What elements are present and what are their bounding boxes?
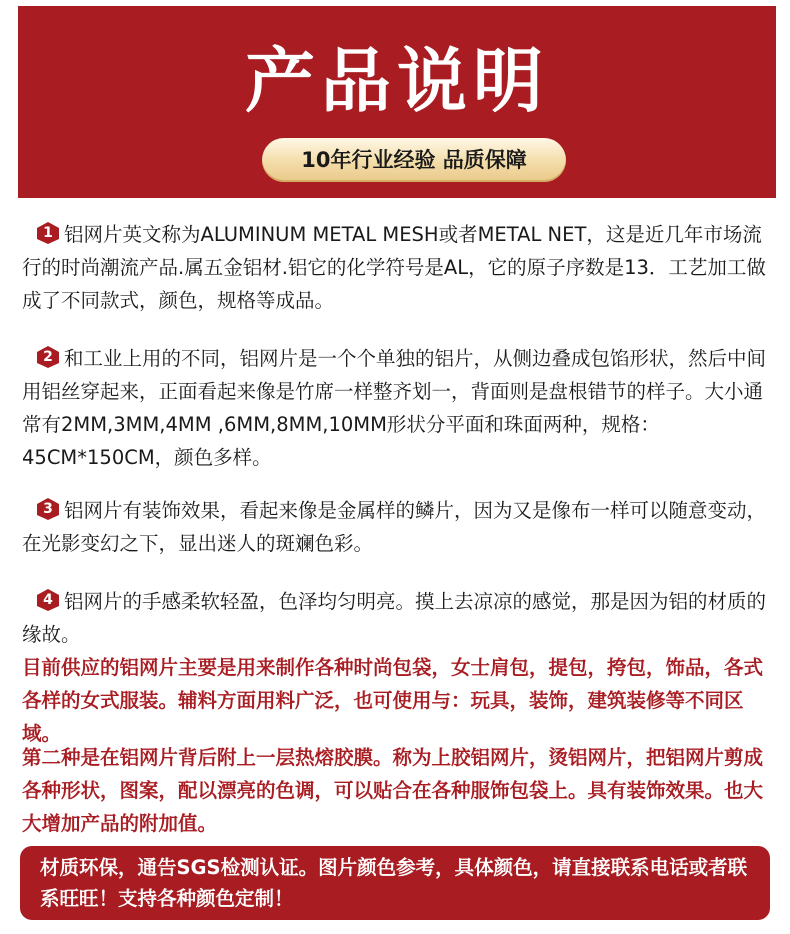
item-text: 铝网片英文称为ALUMINUM METAL MESH或者METAL NET，这是近几年市场流行的时尚潮流产品.属五金铝材.铝它的化学符号是AL，它的原子序数是13．工艺加工做成了不同款式，颜色，规格等成品。 [22,223,766,312]
page-title: 产品说明 [245,40,549,122]
badge-number: 2 [43,349,53,365]
highlight-paragraph-2: 第二种是在铝网片背后附上一层热熔胶膜。称为上胶铝网片，烫铝网片，把铝网片剪成各种形状，图案，配以漂亮的色调，可以贴合在各种服饰包袋上。具有装饰效果。也大大增加产品的附加值。 [22,746,764,835]
subtitle-pill [262,138,566,182]
badge-number: 3 [43,501,53,517]
list-item-1 [22,218,774,317]
number-badge-icon [36,221,60,245]
badge-number: 1 [43,225,53,241]
list-item-3 [22,494,774,560]
number-badge-icon [36,588,60,612]
item-text: 铝网片有装饰效果，看起来像是金属样的鳞片，因为又是像布一样可以随意变动，在光影变幻之下，显出迷人的斑斓色彩。 [22,499,767,555]
number-badge-icon [36,497,60,521]
item-text: 和工业上用的不同，铝网片是一个个单独的铝片，从侧边叠成包馅形状，然后中间用铝丝穿起来，正面看起来像是竹席一样整齐划一，背面则是盘根错节的样子。大小通常有2MM,3MM,4MM ,6MM,8MM,10MM形状分平面和珠面两种，规格：45CM*150CM，颜色多样。 [22,347,767,469]
list-item-2 [22,342,774,474]
number-badge-icon [36,345,60,369]
footer-banner [20,846,770,920]
badge-number: 4 [43,592,53,608]
item-text: 铝网片的手感柔软轻盈，色泽均匀明亮。摸上去凉凉的感觉，那是因为铝的材质的缘故。 [22,590,767,646]
header-banner [18,6,776,198]
footer-text: 材质环保，通告SGS检测认证。图片颜色参考，具体颜色，请直接联系电话或者联系旺旺！支持各种颜色定制！ [40,856,748,910]
highlight-paragraph-1: 目前供应的铝网片主要是用来制作各种时尚包袋，女士肩包，提包，挎包，饰品，各式各样的女式服装。辅料方面用料广泛，也可使用与：玩具，装饰，建筑装修等不同区域。 [22,656,764,745]
subtitle-text: 10年行业经验 品质保障 [301,148,527,172]
list-item-4 [22,585,774,651]
